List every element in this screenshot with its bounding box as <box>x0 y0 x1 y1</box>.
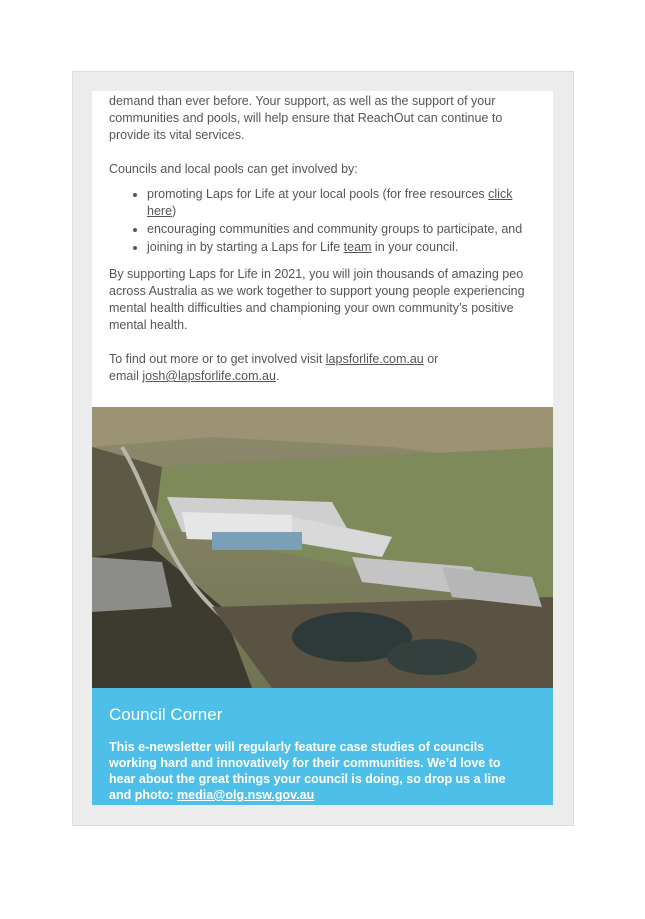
support-line: mental health. <box>109 318 188 332</box>
council-email-link[interactable]: media@olg.nsw.gov.au <box>177 788 315 802</box>
involvement-list <box>109 186 553 256</box>
newsletter-body <box>92 91 553 407</box>
list-item: • promoting Laps for Life at your local pools (for free resources click here) <box>147 186 553 220</box>
contact-line: email josh@lapsforlife.com.au. <box>109 369 280 383</box>
involved-heading: Councils and local pools can get involved by: <box>109 162 358 176</box>
council-corner-title: Council Corner <box>109 705 223 724</box>
aerial-photo <box>92 407 553 688</box>
intro-line: communities and pools, will help ensure that ReachOut can continue to <box>109 111 503 125</box>
list-item: • joining in by starting a Laps for Life team in your council. <box>147 239 553 256</box>
team-link[interactable]: team <box>343 240 372 254</box>
intro-line: provide its vital services. <box>109 128 245 142</box>
support-line: mental health difficulties and championing your own community’s positive <box>109 301 514 315</box>
council-corner-section <box>92 688 553 805</box>
contact-line: To find out more or to get involved visit lapsforlife.com.au or <box>109 352 439 366</box>
support-line: across Australia as we work together to support young people experiencing <box>109 284 525 298</box>
resources-link-continued[interactable]: here <box>147 204 173 218</box>
email-link[interactable]: josh@lapsforlife.com.au <box>142 369 276 383</box>
intro-line: demand than ever before. Your support, as well as the support of your <box>109 94 496 108</box>
list-item: • encouraging communities and community groups to participate, and <box>147 221 553 238</box>
resources-link[interactable]: click <box>488 187 513 201</box>
council-corner-text: This e-newsletter will regularly feature case studies of councils working hard and innovatively for their communities. We’d love to hear about the great things your council is doing, so drop us a line and photo: media@olg.nsw.gov.au <box>109 740 506 802</box>
support-line: By supporting Laps for Life in 2021, you will join thousands of amazing peo <box>109 267 524 281</box>
aerial-facility-image <box>92 407 553 688</box>
article-text <box>109 93 553 385</box>
website-link[interactable]: lapsforlife.com.au <box>325 352 424 366</box>
